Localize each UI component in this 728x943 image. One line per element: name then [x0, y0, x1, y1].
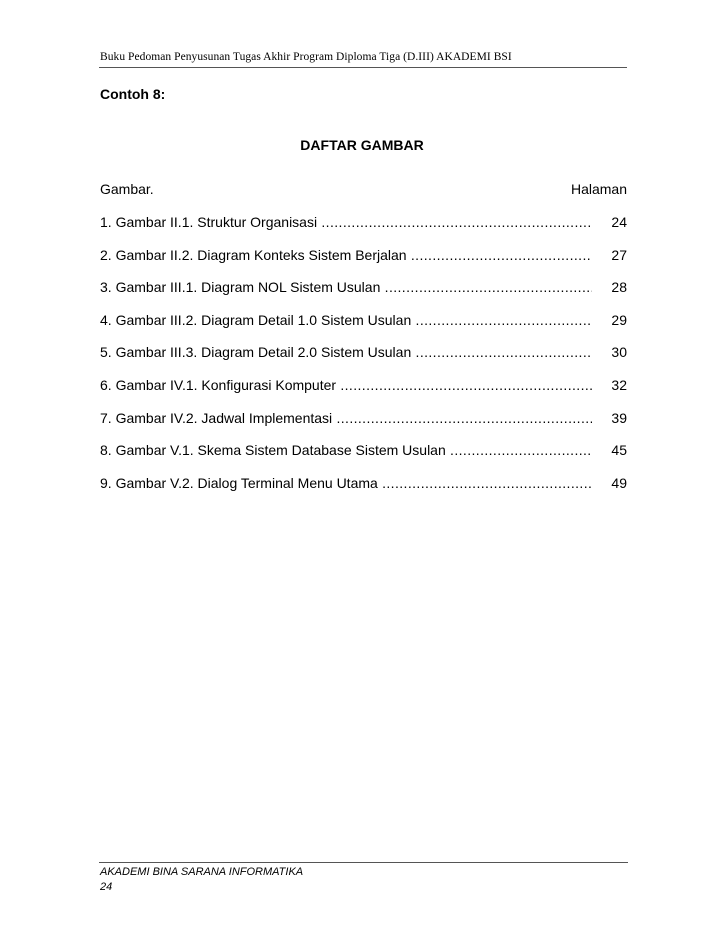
figure-entry-title: 2. Gambar II.2. Diagram Konteks Sistem Berjalan .....	[100, 247, 592, 263]
figure-entry-page: 24	[611, 214, 627, 230]
figure-entry-title: 9. Gambar V.2. Dialog Terminal Menu Utama .....	[100, 475, 592, 491]
footer-page-number: 24	[100, 881, 113, 893]
figure-list	[100, 214, 627, 507]
column-header-figure: Gambar.	[100, 181, 154, 197]
footer	[100, 865, 303, 895]
figure-entry-title: 4. Gambar III.2. Diagram Detail 1.0 Sistem Usulan .....	[100, 312, 592, 328]
figure-entry-title: 1. Gambar II.1. Struktur Organisasi .....	[100, 214, 592, 230]
figure-entry-page: 29	[611, 311, 627, 328]
figure-list-item	[100, 377, 627, 410]
figure-entry-page: 27	[611, 246, 627, 263]
example-label: Contoh 8:	[100, 86, 166, 102]
figure-list-item	[100, 279, 627, 312]
figure-entry-page: 30	[611, 344, 627, 361]
figure-entry-page: 49	[611, 474, 627, 491]
figure-entry-title: 5. Gambar III.3. Diagram Detail 2.0 Sistem Usulan .....	[100, 344, 592, 360]
figure-entry-title: 7. Gambar IV.2. Jadwal Implementasi .....	[100, 410, 592, 426]
figure-entry-page: 45	[611, 442, 627, 459]
figure-entry-title: 3. Gambar III.1. Diagram NOL Sistem Usulan .....	[100, 279, 592, 295]
figure-entry-page: 32	[611, 376, 627, 393]
figure-list-item	[100, 247, 627, 280]
figure-list-item	[100, 410, 627, 443]
column-header-page: Halaman	[570, 181, 627, 197]
figure-list-item	[100, 214, 627, 247]
footer-divider	[99, 862, 628, 863]
header-divider	[99, 67, 627, 68]
page-title-text: DAFTAR GAMBAR	[300, 137, 424, 153]
figure-list-item	[100, 312, 627, 345]
running-header: Buku Pedoman Penyusunan Tugas Akhir Program Diploma Tiga (D.III) AKADEMI BSI	[100, 51, 512, 63]
figure-list-item	[100, 344, 627, 377]
page-title	[0, 137, 728, 153]
figure-list-item	[100, 442, 627, 475]
figure-entry-page: 39	[611, 409, 627, 426]
footer-institution: AKADEMI BINA SARANA INFORMATIKA	[100, 866, 304, 878]
figure-list-item	[100, 475, 627, 508]
figure-entry-title: 8. Gambar V.1. Skema Sistem Database Sistem Usulan .....	[100, 442, 592, 458]
figure-entry-title: 6. Gambar IV.1. Konfigurasi Komputer .....	[100, 377, 592, 393]
figure-entry-page: 28	[611, 279, 627, 296]
